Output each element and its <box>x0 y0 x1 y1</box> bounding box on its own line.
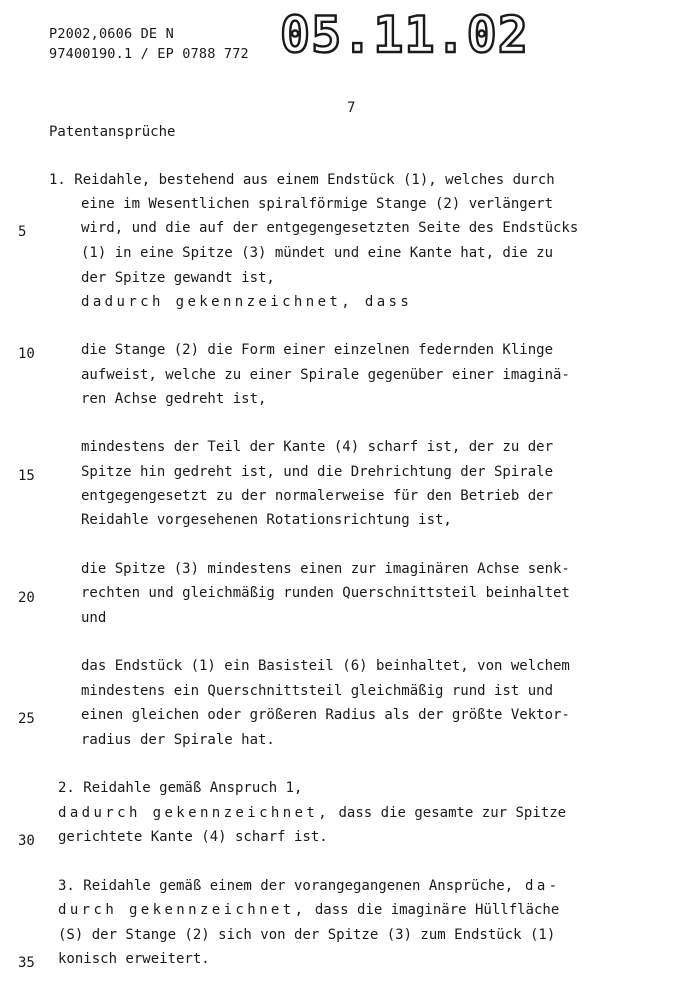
claim-line <box>58 805 566 821</box>
claim-line: (S) der Stange (2) sich von der Spitze (3) zum Endstück (1) <box>58 927 556 943</box>
margin-line-number: 10 <box>18 346 35 362</box>
section-heading: Patentansprüche <box>49 124 176 140</box>
claim-line: der Spitze gewandt ist, <box>81 270 275 286</box>
claim-line: einen gleichen oder größeren Radius als der größte Vektor- <box>81 707 570 723</box>
claim-line: 1. Reidahle, bestehend aus einem Endstück (1), welches durch <box>49 172 555 188</box>
claim-line: Spitze hin gedreht ist, und die Drehrichtung der Spirale <box>81 464 554 480</box>
page-number: 7 <box>347 100 356 116</box>
claim-line: (1) in eine Spitze (3) mündet und eine Kante hat, die zu <box>81 245 554 261</box>
claim-line: konisch erweitert. <box>58 951 210 967</box>
claim-text: dass die gesamte zur Spitze <box>330 805 567 821</box>
claim-line: rechten und gleichmäßig runden Querschnittsteil beinhaltet <box>81 585 570 601</box>
characterizing-phrase: dadurch gekennzeichnet, dass <box>81 294 413 310</box>
claim-line: radius der Spirale hat. <box>81 732 275 748</box>
margin-line-number: 5 <box>18 224 27 240</box>
claim-line: ren Achse gedreht ist, <box>81 391 267 407</box>
margin-line-number: 25 <box>18 711 35 727</box>
claim-line <box>58 902 559 918</box>
claim-line: mindestens ein Querschnittsteil gleichmäßig rund ist und <box>81 683 554 699</box>
characterizing-phrase: dadurch gekennzeichnet, <box>58 805 331 821</box>
margin-line-number: 15 <box>18 468 35 484</box>
reference-line-2: 97400190.1 / EP 0788 772 <box>49 46 249 62</box>
claim-text: dass die imaginäre Hüllfläche <box>306 902 560 918</box>
claim-line: mindestens der Teil der Kante (4) scharf ist, der zu der <box>81 439 554 455</box>
claim-line: entgegengesetzt zu der normalerweise für den Betrieb der <box>81 488 554 504</box>
margin-line-number: 20 <box>18 590 35 606</box>
reference-line-1: P2002,0606 DE N <box>49 26 174 42</box>
claim-text: 3. Reidahle gemäß einem der vorangegangenen Ansprüche, <box>58 878 514 894</box>
claim-line <box>58 878 560 894</box>
claim-line: gerichtete Kante (4) scharf ist. <box>58 829 328 845</box>
claim-line: Reidahle vorgesehenen Rotationsrichtung ist, <box>81 512 452 528</box>
date-stamp: 05.11.02 <box>280 6 529 64</box>
claim-line: das Endstück (1) ein Basisteil (6) beinhaltet, von welchem <box>81 658 570 674</box>
claim-line: aufweist, welche zu einer Spirale gegenüber einer imaginä- <box>81 367 570 383</box>
claim-line: 2. Reidahle gemäß Anspruch 1, <box>58 780 303 796</box>
characterizing-phrase: durch gekennzeichnet, <box>58 902 307 918</box>
margin-line-number: 30 <box>18 833 35 849</box>
claim-line: eine im Wesentlichen spiralförmige Stange (2) verlängert <box>81 196 554 212</box>
claim-line: und <box>81 610 107 626</box>
claim-line: wird, und die auf der entgegengesetzten Seite des Endstücks <box>81 220 579 236</box>
hyphenated-word-part: da- <box>513 878 561 894</box>
claim-line: die Spitze (3) mindestens einen zur imaginären Achse senk- <box>81 561 570 577</box>
margin-line-number: 35 <box>18 955 35 971</box>
claim-line: die Stange (2) die Form einer einzelnen federnden Klinge <box>81 342 554 358</box>
